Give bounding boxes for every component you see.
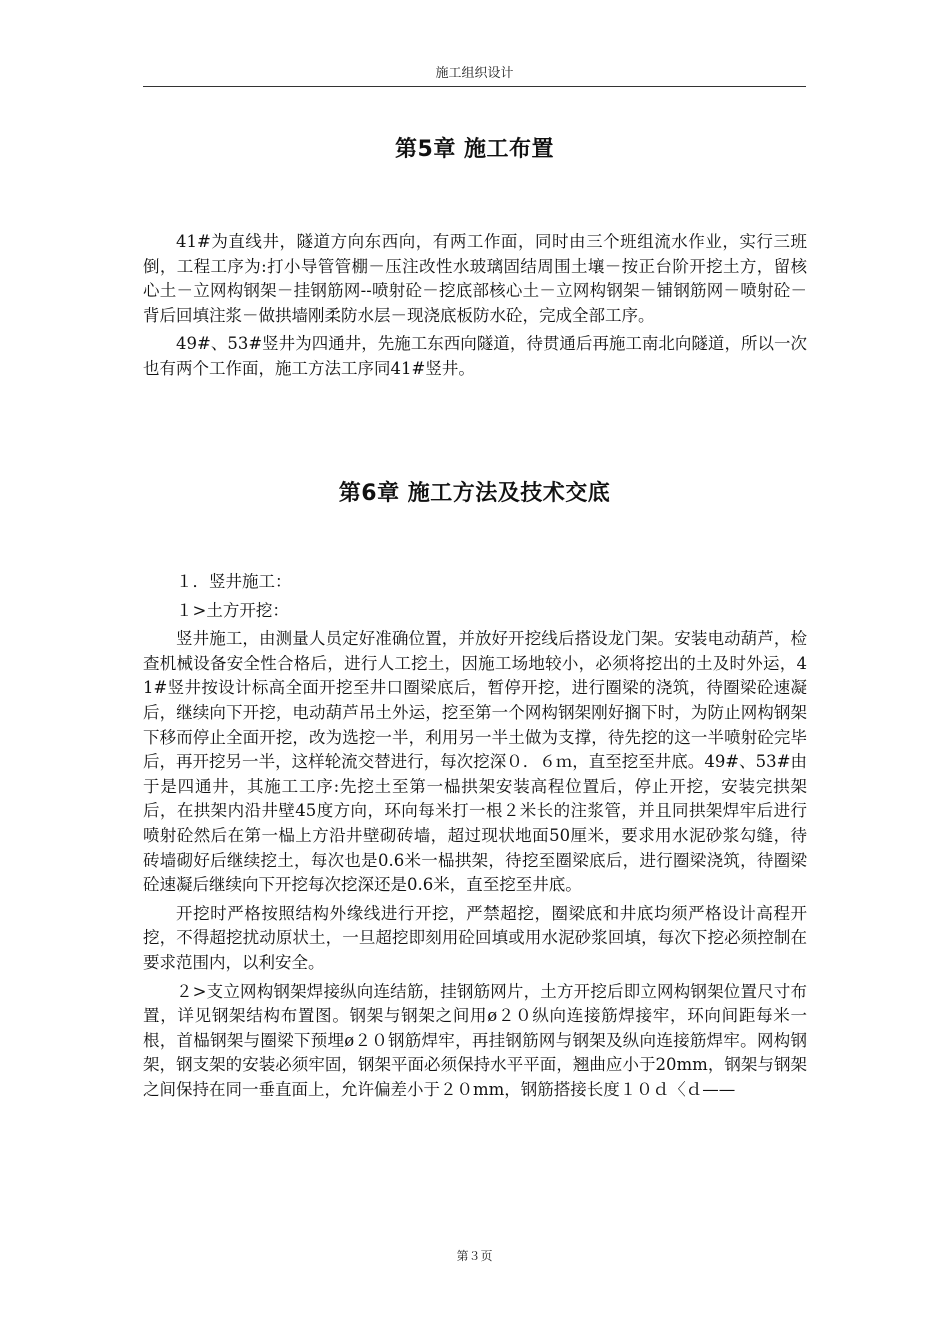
page-number: 第３页 <box>456 1249 493 1263</box>
chapter-5-title: 第5章 施工布置 <box>395 137 554 162</box>
subsection-heading: １>土方开挖： <box>176 600 289 620</box>
header-title: 施工组织设计 <box>435 66 514 81</box>
page-footer <box>143 1248 806 1264</box>
paragraph: 49#、53#竖井为四通井，先施工东西向隧道，待贯通后再施工南北向隧道，所以一次也有两个工作面，施工方法工序同41#竖井。 <box>143 334 807 378</box>
paragraph: 开挖时严格按照结构外缘线进行开挖，严禁超挖，圈梁底和井底均须严格设计高程开挖，不得超挖扰动原状土，一旦超挖即刻用砼回填或用水泥砂浆回填，每次下挖必须控制在要求范围内，以利安全。 <box>143 903 807 972</box>
chapter-6-body <box>143 570 807 1106</box>
paragraph: 41#为直线井，隧道方向东西向，有两工作面，同时由三个班组流水作业，实行三班倒，工程工序为:打小导管管棚－压注改性水玻璃固结周围土壤－按正台阶开挖土方，留核心土－立网构钢架－挂钢筋网--喷射砼－挖底部核心土－立网构钢架－铺钢筋网－喷射砼－背后回填注浆－做拱墙刚柔防水层－现浇底板防水砼，完成全部工序。 <box>143 232 807 325</box>
page-header <box>143 64 806 87</box>
chapter-5-body <box>143 230 807 386</box>
chapter-6-title: 第6章 施工方法及技术交底 <box>338 481 611 506</box>
paragraph: ２>支立网构钢架焊接纵向连结筋，挂钢筋网片，土方开挖后即立网构钢架位置尺寸布置，详见钢架结构布置图。钢架与钢架之间用ø２０纵向连接筋焊接牢，环向间距每米一根，首榀钢架与圈梁下预埋ø２０钢筋焊牢，再挂钢筋网与钢架及纵向连接筋焊牢。网构钢架，钢支架的安装必须牢固，钢架平面必须保持水平平面，翘曲应小于20mm，钢架与钢架之间保持在同一垂直面上，允许偏差小于２０mm，钢筋搭接长度１０ｄ〈ｄ—— <box>143 981 807 1099</box>
paragraph: 竖井施工，由测量人员定好准确位置，并放好开挖线后搭设龙门架。安装电动葫芦，检查机械设备安全性合格后，进行人工挖土，因施工场地较小，必须将挖出的土及时外运，41#竖井按设计标高全面开挖至井口圈梁底后，暂停开挖，进行圈梁的浇筑，待圈梁砼速凝后，继续向下开挖，电动葫芦吊土外运，挖至第一个网构钢架刚好搁下时，为防止网构钢架下移而停止全面开挖，改为选挖一半，利用另一半土做为支撑，待先挖的这一半喷射砼完毕后，再开挖另一半，这样轮流交替进行，每次挖深０．６ｍ，直至挖至井底。49#、53#由于是四通井，其施工工序:先挖土至第一榀拱架安装高程位置后，停止开挖，安装完拱架后，在拱架内沿井壁45度方向，环向每米打一根２米长的注浆管，并且同拱架焊牢后进行喷射砼然后在第一榀上方沿井壁砌砖墙，超过现状地面50厘米，要求用水泥砂浆勾缝，待砖墙砌好后继续挖土，每次也是0.6米一榀拱架，待挖至圈梁底后，进行圈梁浇筑，待圈梁砼速凝后继续向下开挖每次挖深还是0.6米，直至挖至井底。 <box>143 629 807 895</box>
section-heading: １．竖井施工： <box>176 572 292 591</box>
